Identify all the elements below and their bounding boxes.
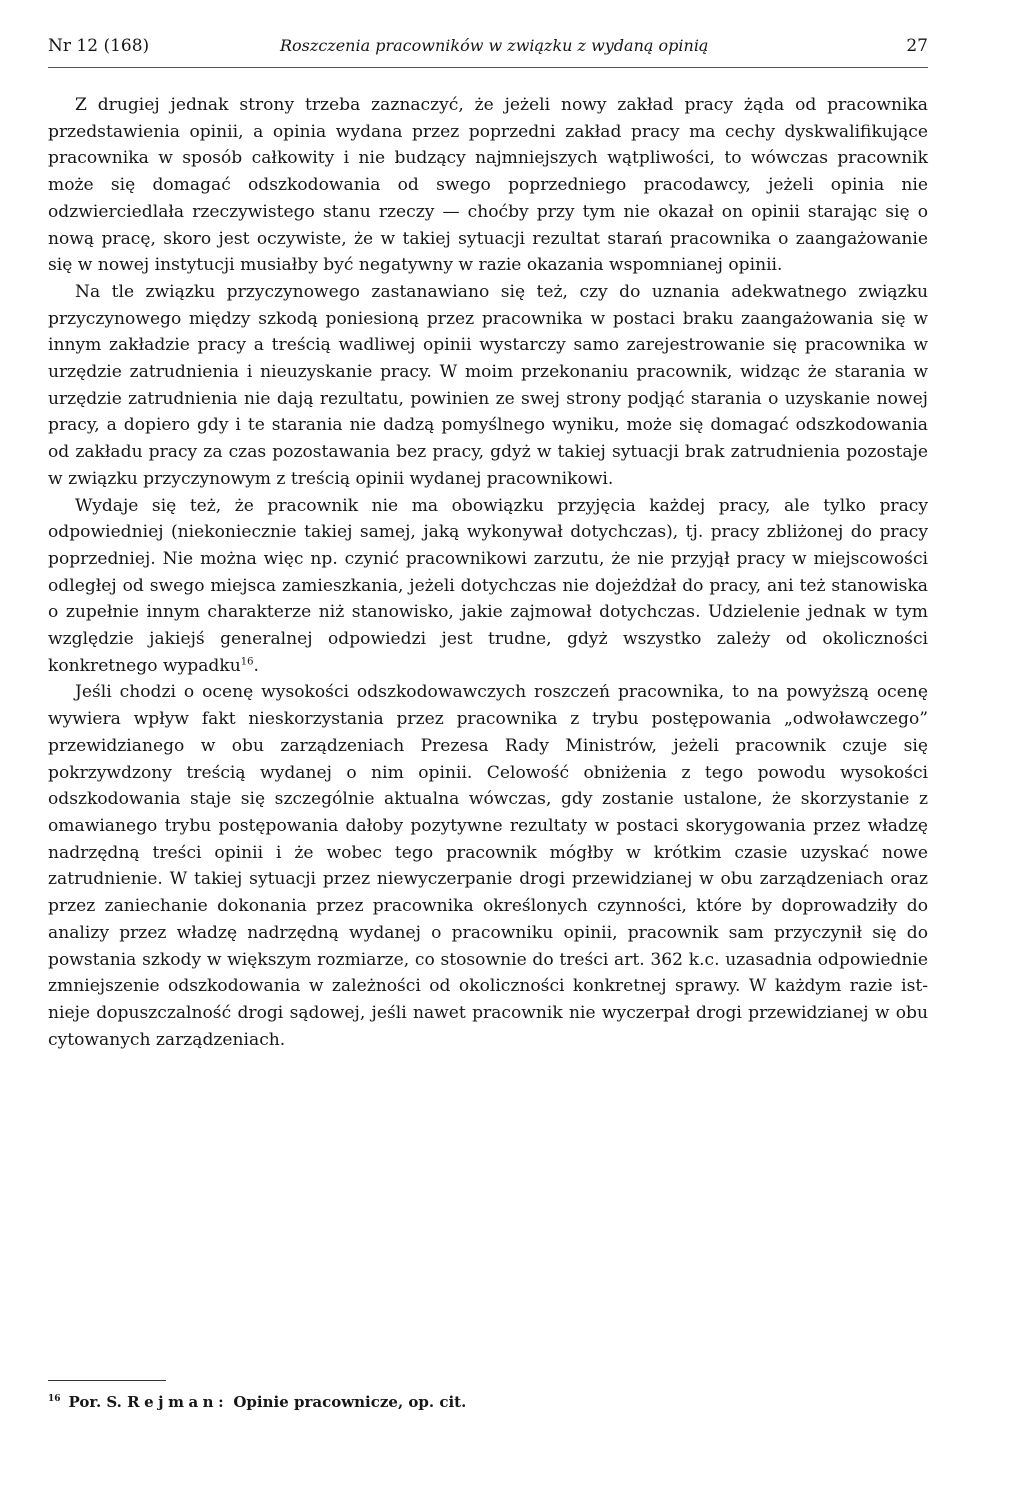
footnote-prefix: Por. S. [68,1393,122,1411]
paragraph-1 [48,92,928,279]
running-title: Roszczenia pracowników w związku z wydaną opinią [280,36,709,55]
footnote-reference[interactable]: 16 [240,656,254,668]
header-rule [48,67,928,68]
paragraph-text: Z drugiej jednak strony trzeba zaznaczyć, że jeżeli nowy zakład pracy żąda od pracownika przedstawienia opinii, a opinia wydana przez poprzedni zakład pracy ma cechy dyskwalifikujące pracownika w sposób całkowity i nie budzący najmniejszych wątpliwości, to wówczas pracownik może się domagać odszkodowania od swego poprzedniego pracodawcy, jeżeli opinia nie odzwierciedlała rzeczywistego stanu rzeczy — choćby przy tym nie okazał on opinii starając się o nową pracę, skoro jest oczywiste, że w takiej sytuacji rezultat starań pracownika o zaangażowanie się w nowej instytucji musiałby być negatywny w razie okazania wspomnianej opinii. [48,95,928,276]
footnote-mark: 16 [48,1394,61,1404]
paragraph-3 [48,493,928,680]
paragraph-text: Wydaje się też, że pracownik nie ma obowiązku przyjęcia każdej pracy, ale tylko pracy odpowiedniej (niekoniecznie takiej samej, jaką wykonywał dotychczas), tj. pracy zbliżonej do pracy poprzedniej. Nie można więc np. czynić pracownikowi zarzutu, że nie przyjął pracy w miejscowości odległej od swego miejsca zamieszkania, jeżeli dotychczas nie dojeżdżał do pracy, ani też stanowiska o zupełnie innym charakterze niż stanowisko, jakie zajmował dotychczas. Udzielenie jednak w tym względzie jakiejś generalnej odpowiedzi jest trudne, gdyż wszystko zależy od okoliczności konkretnego wypadku [48,495,928,676]
paragraph-2 [48,279,928,493]
page-number: 27 [906,36,928,56]
paragraph-text: Jeśli chodzi o ocenę wysokości odszkodowawczych roszczeń pracownika, to na powyższą ocenę wywiera wpływ fakt nieskorzystania przez pracownika z trybu postępowania „odwoławczego” przewidzianego w obu zarządzeniach Prezesa Rady Ministrów, jeżeli pracownik czuje się pokrzywdzony treścią wydanej o nim opinii. Celowość obniżenia z tego powodu wysokości odszkodowania staje się szczególnie aktualna wówczas, gdy zostanie ustalone, że skorzystanie z omawianego trybu postępowania dałoby pozytywne rezultaty w postaci skorygowania przez władzę nadrzędną treści opinii i że wobec tego pracownik mógłby w krótkim czasie uzyskać nowe zatrudnienie. W takiej sytuacji przez niewyczerpanie drogi przewidzianej w obu zarządzeniach oraz przez zaniechanie dokonania przez pracownika określonych czynności, które by doprowadziły do analizy przez władzę nadrzędną wydanej o pracowniku opinii, pracownik sam przyczynił się do powstania szkody w większym rozmiarze, co stosownie do treści art. 362 k.c. uzasadnia odpowiednie zmniejszenie odszkodowania w zależności od okoliczności konkretnej sprawy. W każdym razie istnieje dopuszczalność drogi sądowej, jeśli nawet pracownik nie wyczerpał drogi przewidzianej w obu cytowanych zarządzeniach. [48,682,928,1050]
paragraph-text: Na tle związku przyczynowego zastanawiano się też, czy do uznania adekwatnego związku przyczynowego między szkodą poniesioną przez pracownika w postaci braku zaangażowania się w innym zakładzie pracy a treścią wadliwej opinii wystarczy samo zarejestrowanie się pracownika w urzędzie zatrudnienia i nieuzyskanie pracy. W moim przekonaniu pracownik, widząc że starania w urzędzie zatrudnienia nie dają rezultatu, powinien ze swej strony podjąć starania o uzyskanie nowej pracy, a dopiero gdy i te starania nie dadzą pomyślnego wyniku, może się domagać odszkodowania od zakładu pracy za czas pozostawania bez pracy, gdyż w takiej sytuacji brak zatrudnienia pozostaje w związku przyczynowym z treścią opinii wydanej pracownikowi. [48,281,928,489]
footnote-rule [48,1380,166,1381]
footnote-title: Opinie pracownicze, op. cit. [233,1393,467,1411]
article-body [48,92,928,1053]
paragraph-end: . [253,655,259,676]
footnote-author: Rejman: [127,1393,229,1411]
issue-number: Nr 12 (168) [48,36,150,56]
footnote [48,1388,928,1413]
paragraph-4 [48,679,928,1053]
running-header [48,33,928,59]
